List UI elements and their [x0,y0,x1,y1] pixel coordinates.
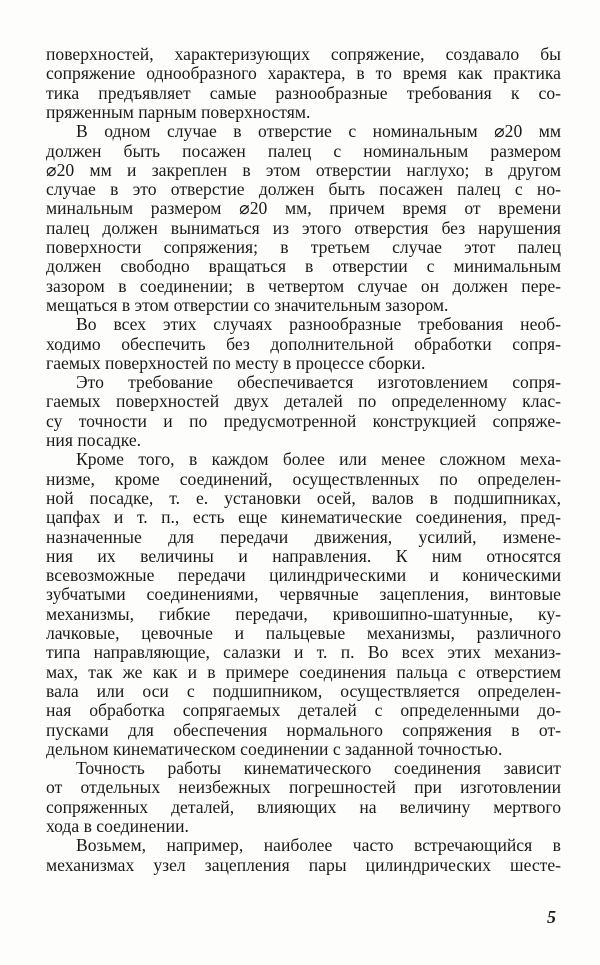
text-line: зазором в соединении; в четвертом случае он должен пере- [46,275,561,296]
text-line: Во всех этих случаях разнообразные требования необ- [76,314,561,335]
text-line: Это требование обеспечивается изготовлением сопря- [76,372,561,393]
text-line: ния их величины и направления. К ним относятся [46,545,561,566]
text-line: пусками для обеспечения нормального сопряжения в от- [46,719,561,740]
text-line: должен свободно вращаться в отверстии с минимальным [46,256,561,277]
text-line: сопряжение однообразного характера, в то время как практика [46,63,561,84]
text-line: ная обработка сопрягаемых деталей с определенными до- [46,700,561,721]
text-line: тика предъявляет самые разнообразные требования к со- [46,82,561,103]
text-line: вала или оси с подшипником, осуществляется определен- [46,680,561,701]
text-line: пряженным парным поверхностям. [46,101,311,122]
text-line: сопряженных деталей, влияющих на величину мертвого [46,796,561,817]
text-line: поверхности сопряжения; в третьем случае этот палец [46,237,561,257]
text-line: механизмы, гибкие передачи, кривошипно-шатунные, ку- [46,603,561,624]
text-line: мах, так же как и в примере соединения пальца с отверстием [46,661,561,682]
text-line: типа направляющие, салазки и т. п. Во всех этих механиз- [46,642,561,663]
text-line: зубчатыми соединениями, червячные зацепления, винтовые [46,584,561,605]
text-line: цапфах и т. п., есть еще кинематические соединения, пред- [46,507,561,528]
text-line: су точности и по предусмотренной конструкцией сопряже- [46,410,561,431]
text-line: Возьмем, например, наиболее часто встречающийся в [76,835,561,856]
text-line: дельном кинематическом соединении с заданной точностью. [46,738,503,759]
text-line: лачковые, цевочные и пальцевые механизмы, различного [46,623,561,643]
text-line: случае в это отверстие должен быть посажен палец с но- [46,179,561,200]
text-line: хода в соединении. [46,816,189,836]
text-line: гаемых поверхностей двух деталей по определенному клас- [46,391,561,412]
text-line: от отдельных неизбежных погрешностей при изготовлении [46,777,561,798]
page-number: 5 [547,907,556,927]
text-line: назначенные для передачи движения, усилий, измене- [46,526,561,547]
text-line: минальным размером ⌀20 мм, причем время от времени [46,198,561,219]
text-line: В одном случае в отверстие с номинальным ⌀20 мм [76,121,561,142]
text-line: низме, кроме соединений, осуществленных по определен- [46,468,561,489]
text-line: ной посадке, т. е. установки осей, валов в подшипниках, [46,487,561,508]
text-line: должен быть посажен палец с номинальным размером [46,140,561,161]
text-line: мещаться в этом отверстии со значительным зазором. [46,294,449,315]
text-line: всевозможные передачи цилиндрическими и коническими [46,565,561,586]
text-line: палец должен выниматься из этого отверстия без нарушения [46,217,561,238]
text-line: Точность работы кинематического соединения зависит [76,758,561,779]
text-line: Кроме того, в каждом более или менее сложном меха- [76,449,561,470]
text-line: ⌀20 мм и закреплен в этом отверстии наглухо; в другом [46,159,561,180]
text-line: механизмах узел зацепления пары цилиндрических шесте- [46,854,561,875]
text-line: поверхностей, характеризующих сопряжение, создавало бы [46,44,561,64]
text-line: ходимо обеспечить без дополнительной обработки сопря- [46,333,561,354]
text-line: гаемых поверхностей по месту в процессе сборки. [46,352,426,373]
text-line: ния посадке. [46,430,142,450]
